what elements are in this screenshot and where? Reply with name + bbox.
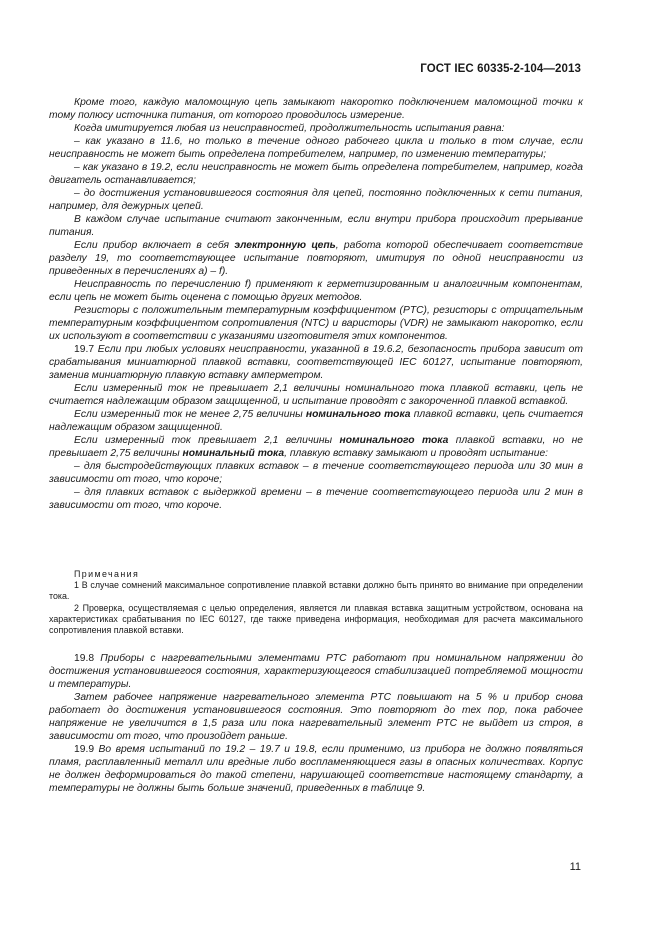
paragraph-between: Если измеренный ток превышает 2,1 величины номинального тока плавкой вставки, но не превышает 2,75 величины номинальный тока, плавкую вставку замыкают и проводят испытание:: [49, 435, 583, 459]
note-item: 1 В случае сомнений максимальное сопротивление плавкой вставки должно быть принято во внимание при определении тока.: [49, 580, 583, 602]
clause-number: 19.8: [74, 653, 95, 664]
notes-title: Примечания: [74, 569, 140, 579]
paragraph: Затем рабочее напряжение нагревательного элемента PTC повышают на 5 % и прибор снова работает до достижения установившегося состояния. Это повторяют до тех пор, пока рабочее напряжение не увеличится в 1,5 раза или пока нагревательный элемент PTC не выйдет из строя, в зависимости от того, что произойдет раньше.: [49, 692, 583, 742]
page-number: 11: [569, 861, 581, 873]
list-item: – как указано в 19.2, если неисправность не может быть определена потребителем, например, когда двигатель останавливается;: [49, 162, 583, 186]
clause-number: 19.9: [74, 744, 95, 755]
main-text-top: [49, 96, 583, 512]
term-rated-current: номинальный тока: [182, 448, 285, 459]
clause-19-9: 19.9 Во время испытаний по 19.2 – 19.7 и 19.8, если применимо, из прибора не должно появляться пламя, расплавленный металл или вредные либо воспламеняющиеся газы в опасных количествах. Корпус не должен деформироваться до такой степени, нарушающей соответствие настоящему стандарту, а температуры не должны быть больше значений, приведенных в таблице 9.: [49, 744, 583, 794]
paragraph-275: Если измеренный ток не менее 2,75 величины номинального тока плавкой вставки, цепь считается надлежащим образом защищенной.: [49, 409, 583, 433]
clause-19-8: 19.8 Приборы с нагревательными элементами PTC работают при номинальном напряжении до достижения установившегося состояния, характеризующегося стабилизацией потребляемой мощности и температуры.: [49, 653, 583, 690]
term-rated-current: номинального тока: [305, 409, 411, 420]
term-rated-current: номинального тока: [339, 435, 449, 446]
list-item: – для плавких вставок с выдержкой времени – в течение соответствующего периода или 2 мин в зависимости от того, что короче.: [49, 487, 583, 511]
paragraph: Когда имитируется любая из неисправностей, продолжительность испытания равна:: [74, 123, 505, 134]
list-item: – до достижения установившегося состояния для цепей, постоянно подключенных к сети питания, например, для дежурных цепей.: [49, 188, 583, 212]
notes-block: [49, 569, 583, 636]
clause-number: 19.7: [74, 344, 95, 355]
paragraph-electronic-circuit: Если прибор включает в себя электронную цепь, работа которой обеспечивает соответствие разделу 19, то соответствующее испытание повторяют, имитируя по одной неисправности из приведенных в перечислениях а) – f).: [49, 240, 583, 277]
paragraph: Резисторы с положительным температурным коэффициентом (PTC), резисторы с отрицательным температурным коэффициентом сопротивления (NTC) и варисторы (VDR) не замыкают накоротко, если их используют в соответствии с указаниями изготовителя этих компонентов.: [49, 305, 583, 342]
list-item: – как указано в 11.6, но только в течение одного рабочего цикла и только в том случае, если неисправность не может быть определена потребителем, например, по изменению температуры;: [49, 136, 583, 160]
paragraph: Если измеренный ток не превышает 2,1 величины номинального тока плавкой вставки, цепь не считается надлежащим образом защищенной, и испытание проводят с закороченной плавкой вставкой.: [49, 383, 583, 407]
clause-19-7: 19.7 Если при любых условиях неисправности, указанной в 19.6.2, безопасность прибора зависит от срабатывания миниатюрной плавкой вставки, соответствующей IEC 60127, испытание повторяют, заменив миниатюрную плавкую вставку амперметром.: [49, 344, 583, 381]
paragraph: Кроме того, каждую маломощную цепь замыкают накоротко подключением маломощной точки к тому полюсу источника питания, от которого проводилось измерение.: [49, 97, 583, 121]
main-text-bottom: [49, 652, 583, 795]
list-item: – для быстродействующих плавких вставок – в течение соответствующего периода или 30 мин в зависимости от того, что короче;: [49, 461, 583, 485]
paragraph: В каждом случае испытание считают законченным, если внутри прибора происходит прерывание питания.: [49, 214, 583, 238]
standard-header: ГОСТ IEC 60335-2-104—2013: [420, 63, 581, 75]
term-electronic-circuit: электронную цепь: [234, 240, 336, 251]
note-item: 2 Проверка, осуществляемая с целью определения, является ли плавкая вставка защитным устройством, основана на характеристиках срабатывания по IEC 60127, где также приведена информация, необходимая для расчета максимального сопротивления плавкой вставки.: [49, 602, 583, 636]
paragraph: Неисправность по перечислению f) применяют к герметизированным и аналогичным компонентам, если цепь не может быть оценена с помощью других методов.: [49, 279, 583, 303]
